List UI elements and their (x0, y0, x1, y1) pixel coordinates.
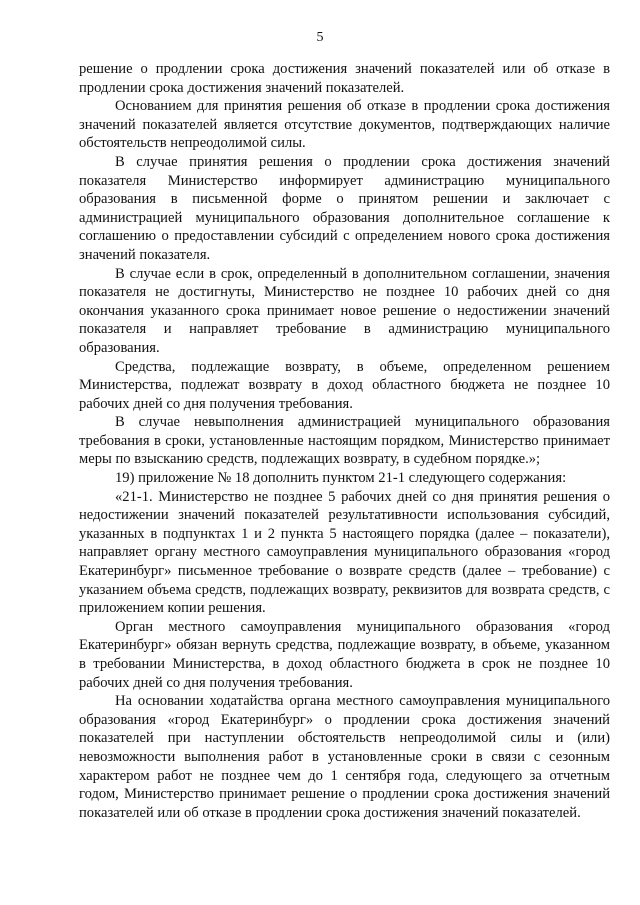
paragraph-extension-decision: В случае принятия решения о продлении срока достижения значений показателя Министерство информирует администрацию муниципального образования в письменной форме о принятом решении и заключает с администрацией муниципального образования дополнительное соглашение к соглашению о предоставлении субсидий с определением нового срока достижения значений показателя. (79, 153, 610, 263)
paragraph-item-21-1: «21-1. Министерство не позднее 5 рабочих дней со дня принятия решения о недостижении значений показателей результативности использования субсидий, указанных в подпунктах 1 и 2 пункта 5 настоящего порядка (далее – показатели), направляет органу местного самоуправления муниципального образования «город Екатеринбург» письменное требование о возврате средств (далее – требование) с указанием объема средств, подлежащих возврату, реквизитов для возврата средств, с приложением копии решения. (79, 488, 610, 617)
paragraph-funds-return: Средства, подлежащие возврату, в объеме, определенном решением Министерства, подлежат возврату в доход областного бюджета не позднее 10 рабочих дней со дня получения требования. (79, 358, 610, 412)
document-body (79, 60, 610, 822)
paragraph-not-achieved: В случае если в срок, определенный в дополнительном соглашении, значения показателя не достигнуты, Министерство не позднее 10 рабочих дней со дня окончания указанного срока принимает новое решение о недостижении значений показателя и направляет требование в администрацию муниципального образования. (79, 265, 610, 356)
paragraph-ekaterinburg-extension: На основании ходатайства органа местного самоуправления муниципального образования «город Екатеринбург» о продлении срока достижения значений показателей при наступлении обстоятельств непреодолимой силы и (или) невозможности выполнения работ в установленные сроки в связи с сезонным характером работ не позднее чем до 1 сентября года, следующего за отчетным годом, Министерство принимает решение о продлении срока достижения значений показателей или об отказе в продлении срока достижения значений показателей. (79, 693, 610, 821)
paragraph-non-fulfillment: В случае невыполнения администрацией муниципального образования требования в сроки, установленные настоящим порядком, Министерство принимает меры по взысканию средств, подлежащих возврату, в судебном порядке.»; (79, 414, 610, 468)
paragraph-ekaterinburg-return: Орган местного самоуправления муниципального образования «город Екатеринбург» обязан вернуть средства, подлежащие возврату, в объеме, указанном в требовании Министерства, в доход областного бюджета в срок не позднее 10 рабочих дней со дня получения требования. (79, 618, 610, 691)
paragraph-item-19: 19) приложение № 18 дополнить пунктом 21-1 следующего содержания: (115, 470, 567, 487)
paragraph-refusal-basis: Основанием для принятия решения об отказе в продлении срока достижения значений показателей является отсутствие документов, подтверждающих наличие обстоятельств непреодолимой силы. (79, 98, 610, 152)
page-number: 5 (316, 30, 324, 45)
paragraph-continuation: решение о продлении срока достижения значений показателей или об отказе в продлении срока достижения значений показателей. (79, 61, 610, 96)
